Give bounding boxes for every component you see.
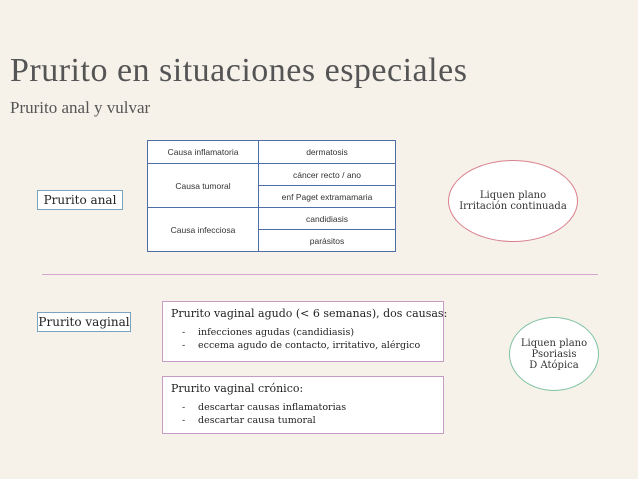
table-row <box>148 141 396 164</box>
list-item <box>182 339 435 352</box>
cause-inflamatoria: Causa inflamatoria <box>148 141 259 164</box>
slide-subtitle: Prurito anal y vulvar <box>10 98 151 117</box>
cause-detail: parásitos <box>259 230 396 252</box>
prurito-anal-label: Prurito anal <box>37 190 123 210</box>
cause-detail: dermatosis <box>259 141 396 164</box>
cronico-heading: Prurito vaginal crónico: <box>171 382 304 395</box>
agudo-heading: Prurito vaginal agudo (< 6 semanas), dos causas: <box>171 307 448 320</box>
vaginal-cronico-box <box>162 376 444 434</box>
table-row <box>148 208 396 230</box>
prurito-vaginal-label: Prurito vaginal <box>37 312 131 332</box>
list-item-text: eccema agudo de contacto, irritativo, alérgico <box>198 340 421 351</box>
oval-line: Psoriasis <box>531 348 577 360</box>
bullet-dash: - <box>182 402 186 413</box>
oval-line: D Atópica <box>529 359 579 371</box>
oval-line: Liquen plano <box>479 190 547 201</box>
list-item-text: descartar causa tumoral <box>198 415 316 426</box>
list-item <box>182 326 435 339</box>
cause-detail: cáncer recto / ano <box>259 164 396 186</box>
vaginal-related-oval <box>509 317 599 391</box>
cause-tumoral: Causa tumoral <box>148 164 259 208</box>
bullet-dash: - <box>182 340 186 351</box>
anal-causes-table <box>147 140 396 252</box>
list-item-text: infecciones agudas (candidiasis) <box>198 327 355 338</box>
cause-detail: candidiasis <box>259 208 396 230</box>
list-item <box>182 401 435 414</box>
oval-line: Irritación continuada <box>459 201 567 212</box>
cause-infecciosa: Causa infecciosa <box>148 208 259 252</box>
list-item <box>182 414 435 427</box>
slide-title: Prurito en situaciones especiales <box>10 52 468 89</box>
table-row <box>148 164 396 186</box>
vaginal-agudo-box <box>162 301 448 362</box>
bullet-dash: - <box>182 327 186 338</box>
list-item-text: descartar causas inflamatorias <box>198 402 347 413</box>
oval-line: Liquen plano <box>520 337 588 349</box>
anal-related-oval <box>448 160 578 242</box>
cause-detail: enf Paget extramamaria <box>259 186 396 208</box>
section-divider <box>42 274 598 275</box>
bullet-dash: - <box>182 415 186 426</box>
